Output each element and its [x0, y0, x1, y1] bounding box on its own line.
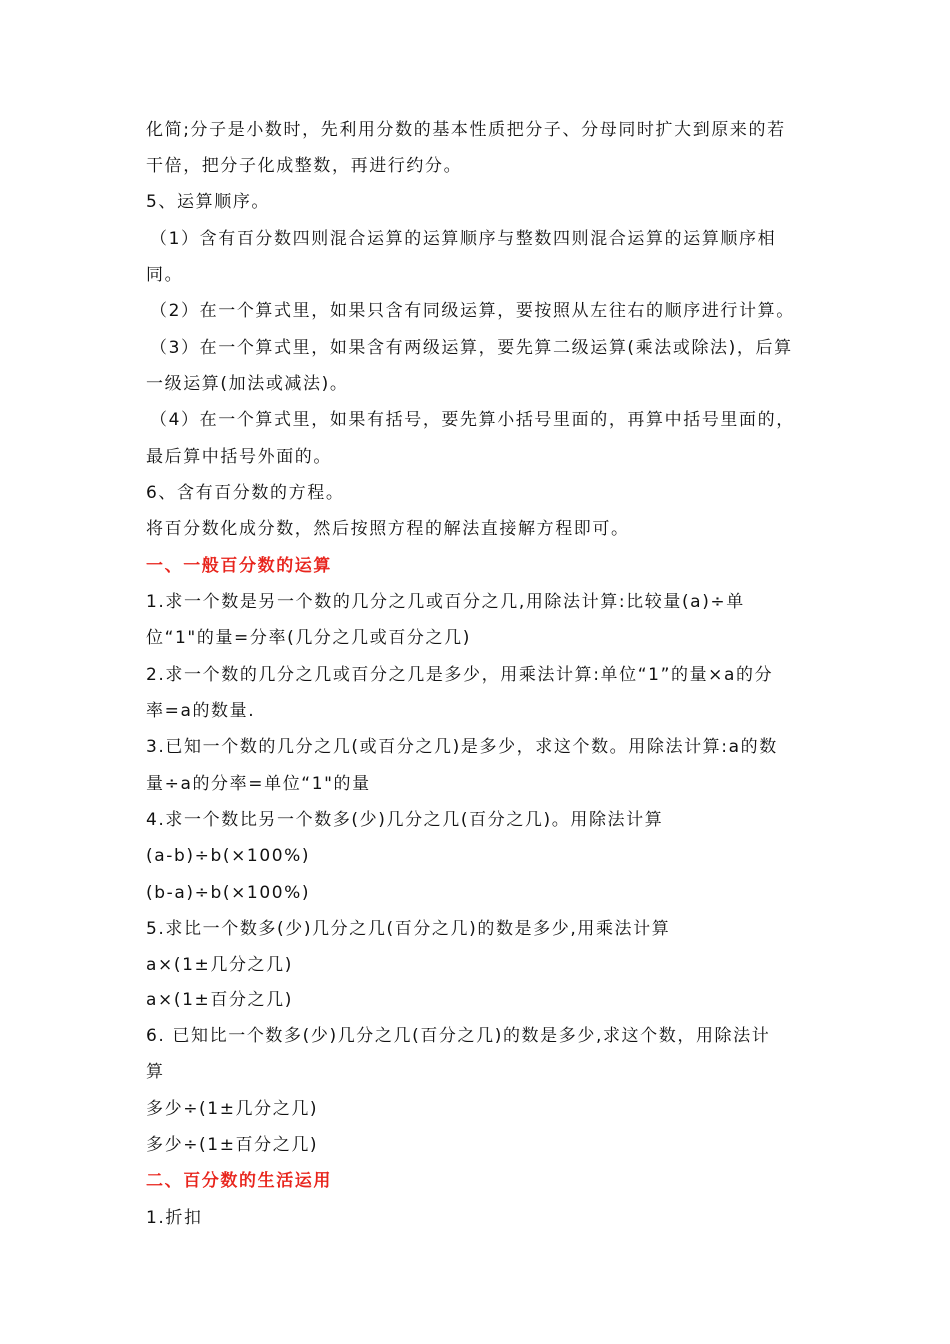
paragraph-line: 一级运算(加法或减法)。 [146, 374, 349, 394]
section-item-6: 6、含有百分数的方程。 [146, 483, 345, 503]
list-item: 3.已知一个数的几分之几(或百分之几)是多少，求这个数。用除法计算:a的数 [146, 737, 778, 757]
list-item: 1.求一个数是另一个数的几分之几或百分之几,用除法计算:比较量(a)÷单 [146, 592, 745, 612]
paragraph-line: 位“1"的量=分率(几分之几或百分之几) [146, 628, 471, 648]
formula-line: 多少÷(1±百分之几) [146, 1135, 319, 1155]
rule-item-3: （3）在一个算式里，如果含有两级运算，要先算二级运算(乘法或除法)，后算 [150, 338, 793, 358]
rule-item-4: （4）在一个算式里，如果有括号，要先算小括号里面的，再算中括号里面的， [150, 410, 795, 430]
section-item-5: 5、运算顺序。 [146, 192, 271, 212]
list-item: 2.求一个数的几分之几或百分之几是多少，用乘法计算:单位“1”的量×a的分 [146, 665, 774, 685]
paragraph-line: 化简;分子是小数时，先利用分数的基本性质把分子、分母同时扩大到原来的若 [146, 120, 786, 140]
paragraph-line: 量÷a的分率=单位“1"的量 [146, 774, 371, 794]
paragraph-line: 同。 [146, 265, 184, 285]
list-item: 1.折扣 [146, 1208, 203, 1228]
rule-item-2: （2）在一个算式里，如果只含有同级运算，要按照从左往右的顺序进行计算。 [150, 301, 795, 321]
paragraph-line: 最后算中括号外面的。 [146, 447, 332, 467]
paragraph-line: 率=a的数量. [146, 701, 256, 721]
list-item: 5.求比一个数多(少)几分之几(百分之几)的数是多少,用乘法计算 [146, 919, 671, 939]
paragraph-line: 算 [146, 1062, 165, 1082]
paragraph-line: 将百分数化成分数，然后按照方程的解法直接解方程即可。 [146, 519, 630, 539]
formula-line: (a-b)÷b(×100%) [146, 846, 311, 866]
list-item: 6. 已知比一个数多(少)几分之几(百分之几)的数是多少,求这个数，用除法计 [146, 1026, 771, 1046]
formula-line: (b-a)÷b(×100%) [146, 883, 311, 903]
formula-line: a×(1±百分之几) [146, 990, 293, 1010]
paragraph-line: 干倍，把分子化成整数，再进行约分。 [146, 156, 463, 176]
formula-line: 多少÷(1±几分之几) [146, 1099, 319, 1119]
section-heading-1: 一、一般百分数的运算 [146, 556, 332, 576]
list-item: 4.求一个数比另一个数多(少)几分之几(百分之几)。用除法计算 [146, 810, 664, 830]
rule-item-1: （1）含有百分数四则混合运算的运算顺序与整数四则混合运算的运算顺序相 [150, 229, 777, 249]
section-heading-2: 二、百分数的生活运用 [146, 1171, 332, 1191]
formula-line: a×(1±几分之几) [146, 955, 293, 975]
